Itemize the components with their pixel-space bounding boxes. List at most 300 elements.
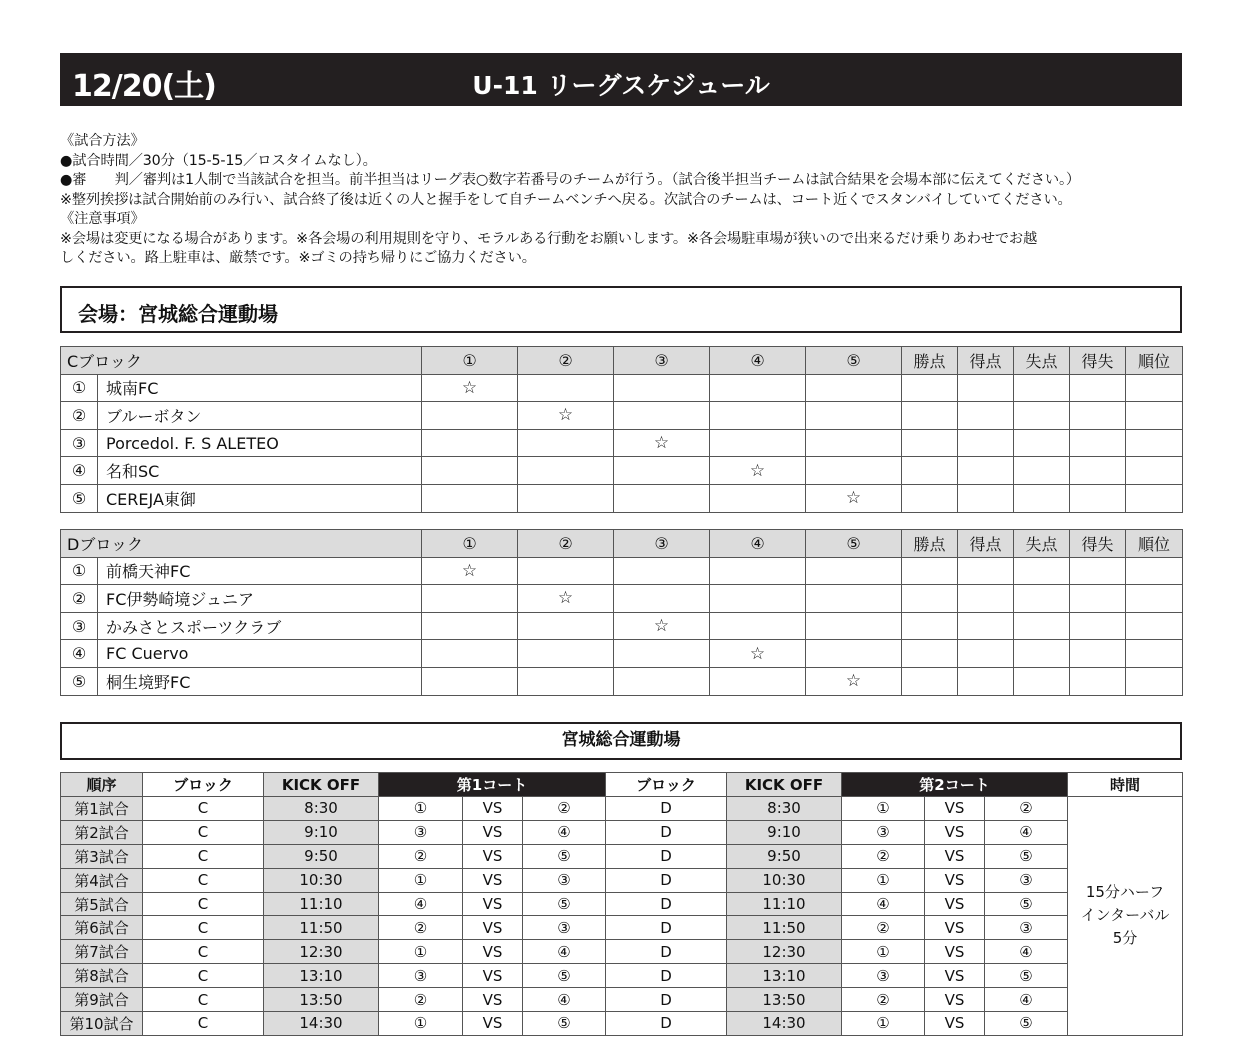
notes-line: ※整列挨拶は試合開始前のみ行い、試合終了後は近くの人と握手をして自チームベンチへ戻る。次試合のチームは、コート近くでスタンバイしていてください。 — [60, 191, 1072, 208]
league-col-header: 勝点 — [902, 347, 958, 375]
court2-vs: VS — [925, 844, 985, 868]
team-name: 城南FC — [98, 374, 422, 402]
result-cell — [422, 429, 518, 457]
team-number: ③ — [61, 612, 98, 640]
court1-home-team: ① — [379, 940, 463, 964]
court2-away-team: ⑤ — [985, 1012, 1068, 1036]
result-cell — [422, 640, 518, 668]
court1-kickoff: 12:30 — [264, 940, 379, 964]
match-row — [61, 988, 1183, 1012]
team-number: ① — [61, 557, 98, 585]
court1-away-team: ⑤ — [523, 964, 606, 988]
notes-line: 《注意事項》 — [60, 211, 145, 227]
result-cell — [1126, 585, 1183, 613]
result-cell — [902, 640, 958, 668]
team-number: ② — [61, 585, 98, 613]
notes-line: しください。路上駐車は、厳禁です。※ゴミの持ち帰りにご協力ください。 — [60, 250, 536, 266]
result-cell — [1126, 374, 1183, 402]
col-court-1: 第1コート — [379, 773, 606, 797]
team-row — [61, 585, 1183, 613]
court2-home-team: ② — [842, 916, 925, 940]
court1-block: C — [143, 892, 264, 916]
match-schedule-table — [60, 772, 1183, 1036]
match-order: 第8試合 — [61, 964, 143, 988]
result-cell — [710, 374, 806, 402]
court2-home-team: ① — [842, 868, 925, 892]
court1-block: C — [143, 844, 264, 868]
result-cell — [902, 402, 958, 430]
time-note-line: 5分 — [1112, 929, 1138, 948]
result-cell — [806, 374, 902, 402]
court2-kickoff: 10:30 — [727, 868, 842, 892]
match-row — [61, 797, 1183, 821]
result-cell — [958, 667, 1014, 695]
result-cell — [710, 429, 806, 457]
team-number: ⑤ — [61, 484, 98, 512]
court1-home-team: ② — [379, 916, 463, 940]
match-row — [61, 844, 1183, 868]
result-cell — [806, 457, 902, 485]
court2-away-team: ④ — [985, 820, 1068, 844]
result-cell — [710, 557, 806, 585]
court2-away-team: ② — [985, 797, 1068, 821]
result-cell — [518, 557, 614, 585]
court1-vs: VS — [463, 940, 523, 964]
court2-away-team: ③ — [985, 916, 1068, 940]
court2-block: D — [606, 1012, 727, 1036]
court2-home-team: ④ — [842, 892, 925, 916]
court1-away-team: ⑤ — [523, 1012, 606, 1036]
result-cell — [518, 484, 614, 512]
court2-block: D — [606, 916, 727, 940]
result-cell — [1126, 667, 1183, 695]
result-cell — [518, 640, 614, 668]
court1-kickoff: 9:50 — [264, 844, 379, 868]
court2-block: D — [606, 892, 727, 916]
team-name: CEREJA東御 — [98, 484, 422, 512]
result-cell — [710, 612, 806, 640]
result-cell — [1014, 484, 1070, 512]
result-cell — [1126, 402, 1183, 430]
result-cell — [1014, 612, 1070, 640]
result-cell — [614, 374, 710, 402]
league-header-row — [61, 347, 1183, 375]
notes-line: ※会場は変更になる場合があります。※各会場の利用規則を守り、モラルある行動をお願いします。※各会場駐車場が狭いので出来るだけ乗りあわせでお越 — [60, 230, 1038, 247]
team-name: 前橋天神FC — [98, 557, 422, 585]
diagonal-star-mark: ☆ — [422, 374, 518, 402]
team-row — [61, 484, 1183, 512]
match-row — [61, 916, 1183, 940]
match-order: 第2試合 — [61, 820, 143, 844]
result-cell — [1014, 402, 1070, 430]
court2-block: D — [606, 964, 727, 988]
match-order: 第5試合 — [61, 892, 143, 916]
schedule-header-row — [61, 773, 1183, 797]
result-cell — [710, 667, 806, 695]
team-row — [61, 429, 1183, 457]
result-cell — [1126, 484, 1183, 512]
result-cell — [1070, 374, 1126, 402]
league-table-c — [60, 346, 1183, 513]
court2-away-team: ⑤ — [985, 892, 1068, 916]
court1-home-team: ② — [379, 844, 463, 868]
result-cell — [1126, 640, 1183, 668]
league-col-header: ④ — [710, 530, 806, 558]
result-cell — [806, 402, 902, 430]
time-note-line: 15分ハーフ — [1085, 883, 1165, 902]
result-cell — [614, 667, 710, 695]
court1-away-team: ④ — [523, 940, 606, 964]
league-col-header: ④ — [710, 347, 806, 375]
match-order: 第3試合 — [61, 844, 143, 868]
court1-block: C — [143, 940, 264, 964]
court1-home-team: ① — [379, 797, 463, 821]
court2-away-team: ④ — [985, 940, 1068, 964]
result-cell — [1014, 640, 1070, 668]
team-name: かみさとスポーツクラブ — [98, 612, 422, 640]
result-cell — [422, 402, 518, 430]
court2-away-team: ④ — [985, 988, 1068, 1012]
match-row — [61, 1012, 1183, 1036]
result-cell — [806, 557, 902, 585]
court1-kickoff: 13:50 — [264, 988, 379, 1012]
result-cell — [902, 484, 958, 512]
result-cell — [614, 640, 710, 668]
diagonal-star-mark: ☆ — [806, 484, 902, 512]
court2-home-team: ① — [842, 940, 925, 964]
court1-vs: VS — [463, 1012, 523, 1036]
result-cell — [518, 374, 614, 402]
page-title: U-11 リーグスケジュール — [472, 71, 770, 100]
league-col-header: ⑤ — [806, 347, 902, 375]
league-col-header: 順位 — [1126, 347, 1183, 375]
team-number: ⑤ — [61, 667, 98, 695]
venue-heading — [60, 286, 1182, 333]
match-order: 第9試合 — [61, 988, 143, 1012]
court1-kickoff: 8:30 — [264, 797, 379, 821]
result-cell — [902, 612, 958, 640]
col-block-2: ブロック — [606, 773, 727, 797]
court1-vs: VS — [463, 868, 523, 892]
court1-home-team: ① — [379, 1012, 463, 1036]
result-cell — [1126, 457, 1183, 485]
block-name: Dブロック — [61, 530, 422, 558]
team-row — [61, 402, 1183, 430]
match-order: 第1試合 — [61, 797, 143, 821]
court2-kickoff: 14:30 — [727, 1012, 842, 1036]
court1-away-team: ④ — [523, 820, 606, 844]
team-row — [61, 374, 1183, 402]
court2-block: D — [606, 988, 727, 1012]
team-name: ブルーボタン — [98, 402, 422, 430]
court2-block: D — [606, 820, 727, 844]
court2-home-team: ① — [842, 1012, 925, 1036]
result-cell — [614, 585, 710, 613]
result-cell — [958, 429, 1014, 457]
result-cell — [518, 429, 614, 457]
result-cell — [806, 429, 902, 457]
col-court-2: 第2コート — [842, 773, 1068, 797]
court2-away-team: ⑤ — [985, 844, 1068, 868]
team-number: ④ — [61, 640, 98, 668]
result-cell — [518, 667, 614, 695]
court2-kickoff: 11:50 — [727, 916, 842, 940]
result-cell — [806, 585, 902, 613]
col-kickoff-2: KICK OFF — [727, 773, 842, 797]
result-cell — [902, 457, 958, 485]
court1-home-team: ② — [379, 988, 463, 1012]
league-col-header: 失点 — [1014, 530, 1070, 558]
result-cell — [902, 557, 958, 585]
diagonal-star-mark: ☆ — [518, 402, 614, 430]
team-number: ③ — [61, 429, 98, 457]
match-row — [61, 868, 1183, 892]
result-cell — [958, 374, 1014, 402]
result-cell — [518, 612, 614, 640]
league-col-header: ③ — [614, 530, 710, 558]
court2-kickoff: 8:30 — [727, 797, 842, 821]
court1-vs: VS — [463, 844, 523, 868]
team-row — [61, 457, 1183, 485]
court1-kickoff: 11:50 — [264, 916, 379, 940]
diagonal-star-mark: ☆ — [710, 457, 806, 485]
court1-vs: VS — [463, 797, 523, 821]
match-row — [61, 964, 1183, 988]
result-cell — [1014, 457, 1070, 485]
col-block: ブロック — [143, 773, 264, 797]
court1-block: C — [143, 964, 264, 988]
venue-title: 会場：宮城総合運動場 — [78, 302, 278, 326]
court2-kickoff: 9:50 — [727, 844, 842, 868]
league-col-header: ① — [422, 347, 518, 375]
court2-block: D — [606, 868, 727, 892]
league-col-header: 得失 — [1070, 347, 1126, 375]
match-order: 第4試合 — [61, 868, 143, 892]
match-order: 第7試合 — [61, 940, 143, 964]
court1-vs: VS — [463, 892, 523, 916]
court2-home-team: ① — [842, 797, 925, 821]
court1-kickoff: 9:10 — [264, 820, 379, 844]
league-col-header: 失点 — [1014, 347, 1070, 375]
court2-home-team: ② — [842, 844, 925, 868]
court1-block: C — [143, 916, 264, 940]
league-col-header: 勝点 — [902, 530, 958, 558]
team-row — [61, 612, 1183, 640]
result-cell — [710, 402, 806, 430]
court2-vs: VS — [925, 797, 985, 821]
court1-block: C — [143, 868, 264, 892]
court1-home-team: ③ — [379, 964, 463, 988]
court1-home-team: ④ — [379, 892, 463, 916]
team-number: ② — [61, 402, 98, 430]
court2-vs: VS — [925, 1012, 985, 1036]
result-cell — [422, 667, 518, 695]
court1-away-team: ③ — [523, 916, 606, 940]
result-cell — [1070, 585, 1126, 613]
title-bar — [60, 53, 1182, 106]
result-cell — [958, 457, 1014, 485]
result-cell — [614, 402, 710, 430]
court1-home-team: ① — [379, 868, 463, 892]
result-cell — [958, 402, 1014, 430]
court1-vs: VS — [463, 916, 523, 940]
league-col-header: ① — [422, 530, 518, 558]
team-row — [61, 640, 1183, 668]
schedule-venue-heading — [60, 722, 1182, 760]
col-time: 時間 — [1068, 773, 1183, 797]
court2-vs: VS — [925, 820, 985, 844]
court1-block: C — [143, 797, 264, 821]
court2-home-team: ③ — [842, 964, 925, 988]
block-name: Cブロック — [61, 347, 422, 375]
diagonal-star-mark: ☆ — [422, 557, 518, 585]
result-cell — [1126, 612, 1183, 640]
result-cell — [902, 667, 958, 695]
team-name: 桐生境野FC — [98, 667, 422, 695]
result-cell — [1014, 585, 1070, 613]
court2-vs: VS — [925, 964, 985, 988]
court2-vs: VS — [925, 892, 985, 916]
result-cell — [1126, 557, 1183, 585]
court2-kickoff: 13:50 — [727, 988, 842, 1012]
notes-line: 《試合方法》 — [60, 133, 145, 149]
diagonal-star-mark: ☆ — [806, 667, 902, 695]
court2-away-team: ③ — [985, 868, 1068, 892]
team-row — [61, 667, 1183, 695]
match-row — [61, 940, 1183, 964]
court1-block: C — [143, 1012, 264, 1036]
result-cell — [1070, 667, 1126, 695]
court2-block: D — [606, 940, 727, 964]
schedule-date: 12/20(土) — [72, 69, 216, 104]
result-cell — [902, 374, 958, 402]
court1-block: C — [143, 988, 264, 1012]
diagonal-star-mark: ☆ — [614, 429, 710, 457]
team-name: Porcedol. F. S ALETEO — [98, 429, 422, 457]
result-cell — [614, 457, 710, 485]
time-note-line: インターバル — [1080, 906, 1170, 925]
court1-home-team: ③ — [379, 820, 463, 844]
result-cell — [422, 612, 518, 640]
court1-kickoff: 11:10 — [264, 892, 379, 916]
court2-kickoff: 13:10 — [727, 964, 842, 988]
match-rules-notes — [60, 132, 1190, 269]
result-cell — [1014, 429, 1070, 457]
notes-line: ●審 判／審判は1人制で当該試合を担当。前半担当はリーグ表○数字若番号のチームが行う。（試合後半担当チームは試合結果を会場本部に伝えてください。） — [60, 172, 1081, 188]
result-cell — [1070, 640, 1126, 668]
league-header-row — [61, 530, 1183, 558]
result-cell — [902, 429, 958, 457]
league-col-header: 順位 — [1126, 530, 1183, 558]
diagonal-star-mark: ☆ — [518, 585, 614, 613]
court1-vs: VS — [463, 988, 523, 1012]
team-name: FC伊勢崎境ジュニア — [98, 585, 422, 613]
result-cell — [806, 640, 902, 668]
result-cell — [422, 457, 518, 485]
result-cell — [1070, 557, 1126, 585]
match-row — [61, 820, 1183, 844]
result-cell — [1014, 374, 1070, 402]
court1-away-team: ④ — [523, 988, 606, 1012]
result-cell — [614, 484, 710, 512]
result-cell — [1126, 429, 1183, 457]
court2-block: D — [606, 797, 727, 821]
court1-away-team: ⑤ — [523, 844, 606, 868]
result-cell — [422, 585, 518, 613]
court1-kickoff: 13:10 — [264, 964, 379, 988]
result-cell — [958, 585, 1014, 613]
league-col-header: ③ — [614, 347, 710, 375]
league-col-header: 得失 — [1070, 530, 1126, 558]
league-table-d — [60, 529, 1183, 696]
schedule-venue-title: 宮城総合運動場 — [561, 730, 681, 750]
team-number: ④ — [61, 457, 98, 485]
court1-vs: VS — [463, 820, 523, 844]
result-cell — [902, 585, 958, 613]
court2-vs: VS — [925, 988, 985, 1012]
court2-block: D — [606, 844, 727, 868]
result-cell — [710, 484, 806, 512]
league-col-header: ⑤ — [806, 530, 902, 558]
col-kickoff: KICK OFF — [264, 773, 379, 797]
result-cell — [958, 557, 1014, 585]
court2-vs: VS — [925, 916, 985, 940]
result-cell — [422, 484, 518, 512]
result-cell — [614, 557, 710, 585]
result-cell — [958, 640, 1014, 668]
team-name: 名和SC — [98, 457, 422, 485]
result-cell — [1070, 457, 1126, 485]
court2-kickoff: 12:30 — [727, 940, 842, 964]
match-order: 第10試合 — [61, 1012, 143, 1036]
team-row — [61, 557, 1183, 585]
result-cell — [1014, 557, 1070, 585]
result-cell — [710, 585, 806, 613]
league-col-header: ② — [518, 347, 614, 375]
result-cell — [958, 484, 1014, 512]
court2-away-team: ⑤ — [985, 964, 1068, 988]
court1-kickoff: 14:30 — [264, 1012, 379, 1036]
court1-block: C — [143, 820, 264, 844]
result-cell — [958, 612, 1014, 640]
result-cell — [1070, 612, 1126, 640]
team-name: FC Cuervo — [98, 640, 422, 668]
team-number: ① — [61, 374, 98, 402]
court2-vs: VS — [925, 868, 985, 892]
court1-vs: VS — [463, 964, 523, 988]
result-cell — [518, 457, 614, 485]
result-cell — [1070, 402, 1126, 430]
match-order: 第6試合 — [61, 916, 143, 940]
notes-line: ●試合時間／30分（15-5-15／ロスタイムなし）。 — [60, 152, 377, 169]
court2-home-team: ③ — [842, 820, 925, 844]
result-cell — [1070, 484, 1126, 512]
court2-kickoff: 11:10 — [727, 892, 842, 916]
court1-away-team: ③ — [523, 868, 606, 892]
time-note-cell — [1068, 797, 1183, 1036]
col-order: 順序 — [61, 773, 143, 797]
result-cell — [1070, 429, 1126, 457]
court1-away-team: ⑤ — [523, 892, 606, 916]
match-row — [61, 892, 1183, 916]
league-col-header: ② — [518, 530, 614, 558]
diagonal-star-mark: ☆ — [614, 612, 710, 640]
court1-away-team: ② — [523, 797, 606, 821]
court2-kickoff: 9:10 — [727, 820, 842, 844]
league-col-header: 得点 — [958, 530, 1014, 558]
court2-vs: VS — [925, 940, 985, 964]
result-cell — [806, 612, 902, 640]
